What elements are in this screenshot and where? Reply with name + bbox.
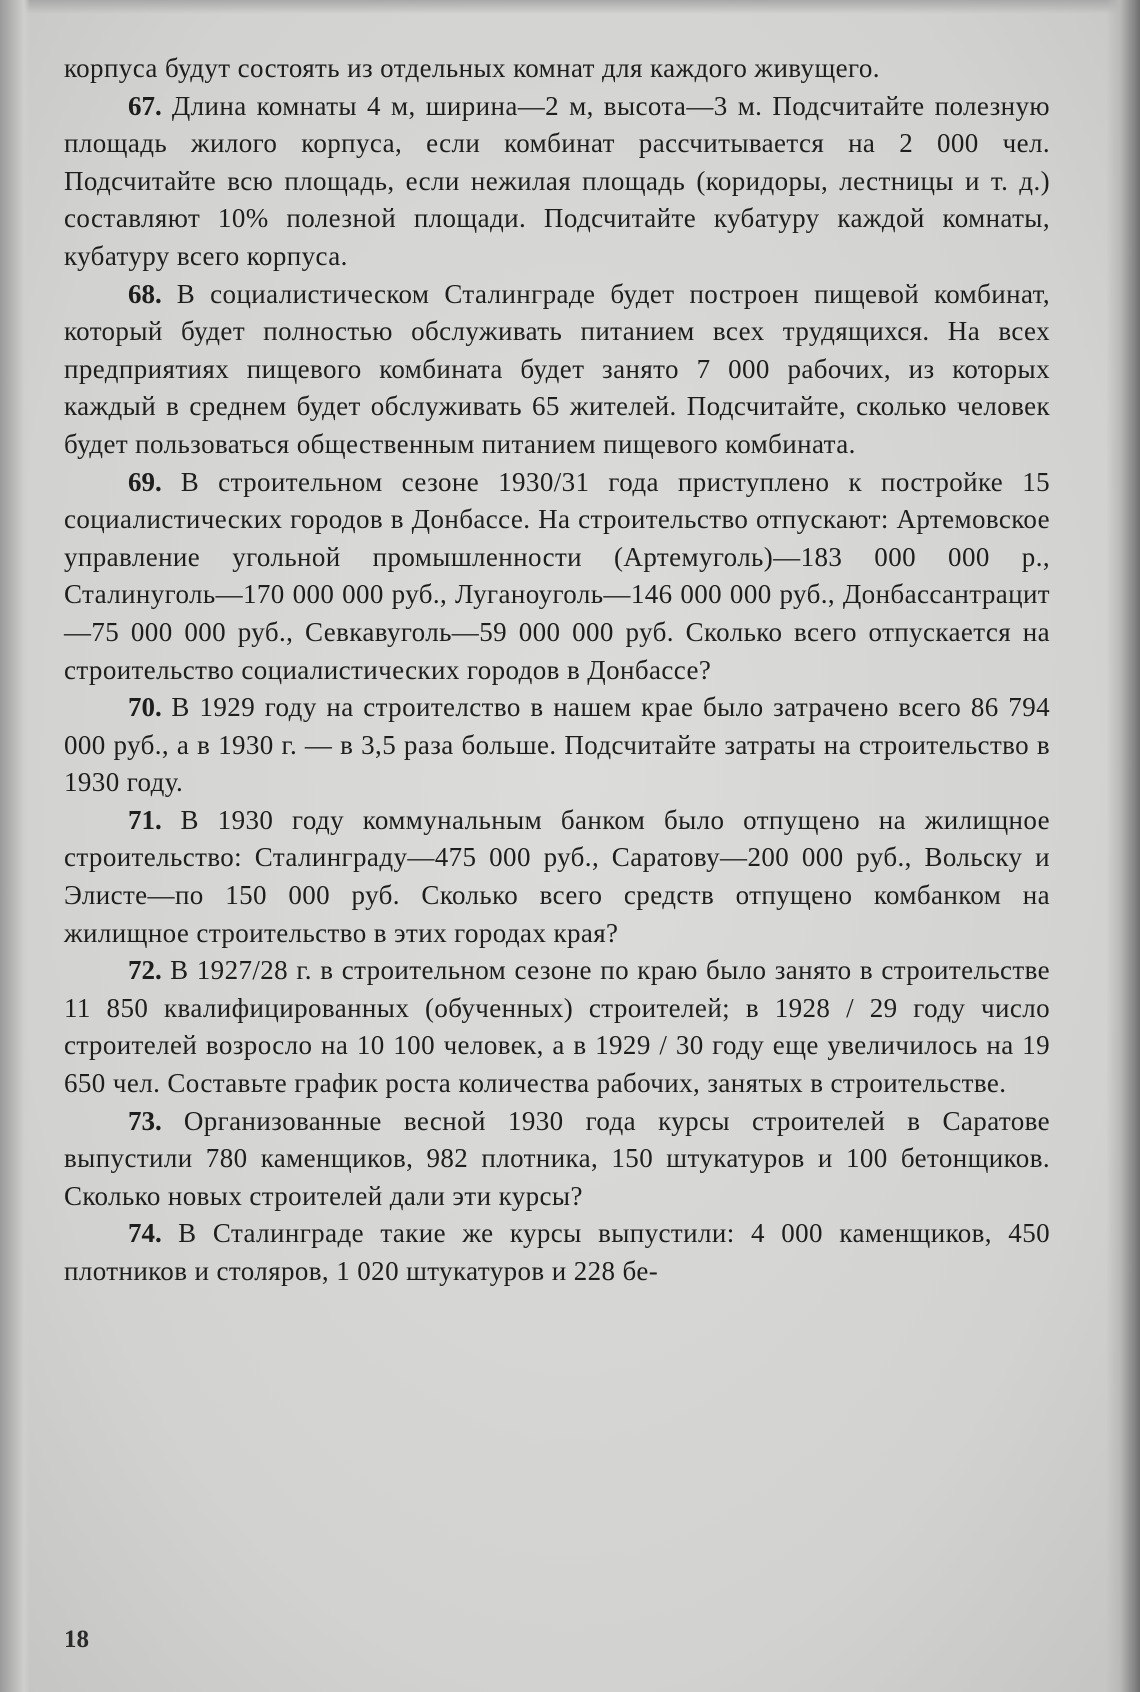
problem-74 <box>64 1215 1050 1290</box>
page-number: 18 <box>64 1626 89 1653</box>
problem-number: 72. <box>128 955 162 986</box>
problem-number: 67. <box>128 90 162 121</box>
problem-number: 74. <box>128 1218 162 1249</box>
problem-71 <box>64 802 1050 952</box>
paragraph-text: В строительном сезоне 1930/31 года приступлено к постройке 15 социалистических городов в Донбассе. На строительство отпускают: Артемовское управление угольной промышленности (Артемуголь)—183 000 000 р., Сталинуголь—170 000 000 руб., Луганоуголь—146 000 000 руб., Донбассантрацит—75 000 000 руб., Севкавуголь—59 000 000 руб. Сколько всего отпускается на строительство социалистических городов в Донбассе? <box>64 466 1051 685</box>
problem-number: 73. <box>128 1105 162 1136</box>
paragraph-text: корпуса будут состоять из отдельных комнат для каждого живущего. <box>64 53 880 83</box>
paragraph-text: В Сталинграде такие же курсы выпустили: 4 000 каменщиков, 450 плотников и столяров, 1 020 штукатуров и 228 бе- <box>64 1218 1051 1286</box>
problem-number: 70. <box>128 692 162 723</box>
paragraph-text: Организованные весной 1930 года курсы строителей в Саратове выпустили 780 каменщиков, 982 плотника, 150 штукатуров и 100 бетонщиков. Сколько новых строителей дали эти курсы? <box>64 1105 1050 1211</box>
page-right-shadow <box>1106 0 1140 1692</box>
paragraph-continuation <box>64 50 1050 88</box>
problem-67 <box>64 88 1050 276</box>
problem-68 <box>64 276 1050 464</box>
paragraph-text: Длина комнаты 4 м, ширина—2 м, высота—3 м. Подсчитайте полезную площадь жилого корпуса, если комбинат рассчитывается на 2 000 чел. Подсчитайте всю площадь, если нежилая площадь (коридоры, лестницы и т. д.) составляют 10% полезной площади. Подсчитайте кубатуру каждой комнаты, кубатуру всего корпуса. <box>64 90 1050 271</box>
paragraph-text: В 1929 году на строителство в нашем крае было затрачено всего 86 794 000 руб., а в 1930 г. — в 3,5 раза больше. Подсчитайте затраты на строительство в 1930 году. <box>64 692 1050 798</box>
paragraph-text: В 1930 году коммунальным банком было отпущено на жилищное строительство: Сталинграду—475 000 руб., Саратову—200 000 руб., Вольску и Элисте—по 150 000 руб. Сколько всего средств отпущено комбанком на жилищное строительство в этих городах края? <box>64 804 1050 948</box>
page-text <box>64 50 1050 1291</box>
problem-69 <box>64 464 1050 690</box>
page-left-shadow <box>0 0 30 1692</box>
problem-73 <box>64 1103 1050 1216</box>
problem-number: 68. <box>128 278 162 309</box>
problem-72 <box>64 952 1050 1102</box>
page-top-shadow <box>0 0 1140 14</box>
paragraph-text: В социалистическом Сталинграде будет построен пищевой комбинат, который будет полностью обслуживать питанием всех трудящихся. На всех предприятиях пищевого комбината будет занято 7 000 рабочих, из которых каждый в среднем будет обслуживать 65 жителей. Подсчитайте, сколько человек будет пользоваться общественным питанием пищевого комбината. <box>64 278 1050 459</box>
problem-number: 69. <box>128 466 162 497</box>
problem-number: 71. <box>128 804 162 835</box>
paragraph-text: В 1927/28 г. в строительном сезоне по краю было занято в строительстве 11 850 квалифицированных (обученных) строителей; в 1928 / 29 году число строителей возросло на 10 100 человек, а в 1929 / 30 году еще увеличилось на 19 650 чел. Составьте график роста количества рабочих, занятых в строительстве. <box>64 955 1051 1099</box>
problem-70 <box>64 689 1050 802</box>
